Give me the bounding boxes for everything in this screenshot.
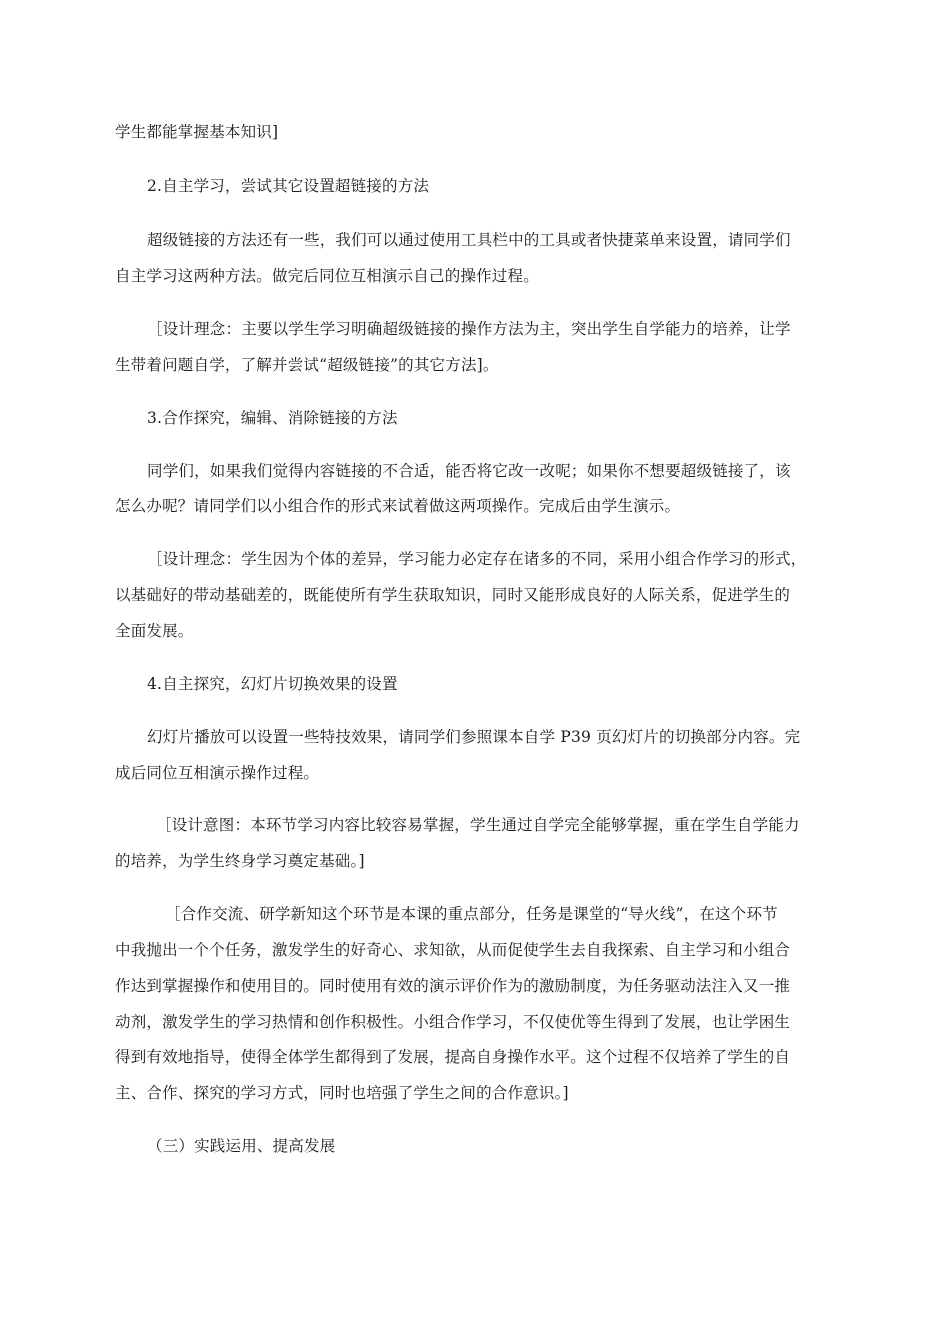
text-line: ［设计理念：主要以学生学习明确超级链接的操作方法为主，突出学生自学能力的培养，让学	[147, 320, 791, 338]
text-line: ［设计理念：学生因为个体的差异，学习能力必定存在诸多的不同，采用小组合作学习的形式，	[147, 550, 807, 568]
text-line: 超级链接的方法还有一些，我们可以通过使用工具栏中的工具或者快捷菜单来设置，请同学们	[147, 231, 791, 249]
text-line: 同学们，如果我们觉得内容链接的不合适，能否将它改一改呢；如果你不想要超级链接了，该	[147, 462, 791, 480]
text-line: 以基础好的带动基础差的，既能使所有学生获取知识，同时又能形成良好的人际关系，促进学生的	[115, 586, 791, 604]
text-line: 成后同位互相演示操作过程。	[115, 764, 320, 782]
text-line: ［合作交流、研学新知这个环节是本课的重点部分，任务是课堂的“导火线”，在这个环节	[165, 905, 778, 923]
text-line: 学生都能掌握基本知识]	[115, 123, 279, 141]
text-line: 全面发展。	[115, 622, 194, 640]
section-heading: 3.合作探究，编辑、消除链接的方法	[147, 409, 398, 427]
section-heading: 4.自主探究，幻灯片切换效果的设置	[147, 675, 398, 693]
text-line: 主、合作、探究的学习方式，同时也培强了学生之间的合作意识。]	[115, 1084, 569, 1102]
section-heading: （三）实践运用、提高发展	[147, 1137, 336, 1155]
text-line: 中我抛出一个个任务，激发学生的好奇心、求知欲，从而促使学生去自我探索、自主学习和小组合	[115, 941, 791, 959]
text-line: 生带着问题自学，了解并尝试“超级链接”的其它方法]。	[115, 356, 499, 374]
text-line: 幻灯片播放可以设置一些特技效果，请同学们参照课本自学 P39 页幻灯片的切换部分内容。完	[147, 728, 801, 746]
section-heading: 2.自主学习，尝试其它设置超链接的方法	[147, 177, 430, 195]
text-line: ［设计意图：本环节学习内容比较容易掌握，学生通过自学完全能够掌握，重在学生自学能力	[156, 816, 800, 834]
text-line: 怎么办呢？请同学们以小组合作的形式来试着做这两项操作。完成后由学生演示。	[115, 497, 681, 515]
text-line: 动剂，激发学生的学习热情和创作积极性。小组合作学习，不仅使优等生得到了发展，也让学困生	[115, 1013, 791, 1031]
text-line: 作达到掌握操作和使用目的。同时使用有效的演示评价作为的激励制度，为任务驱动法注入又一推	[115, 977, 791, 995]
text-line: 的培养，为学生终身学习奠定基础。]	[115, 852, 365, 870]
text-line: 得到有效地指导，使得全体学生都得到了发展，提高自身操作水平。这个过程不仅培养了学生的自	[115, 1048, 791, 1066]
text-line: 自主学习这两种方法。做完后同位互相演示自己的操作过程。	[115, 267, 539, 285]
